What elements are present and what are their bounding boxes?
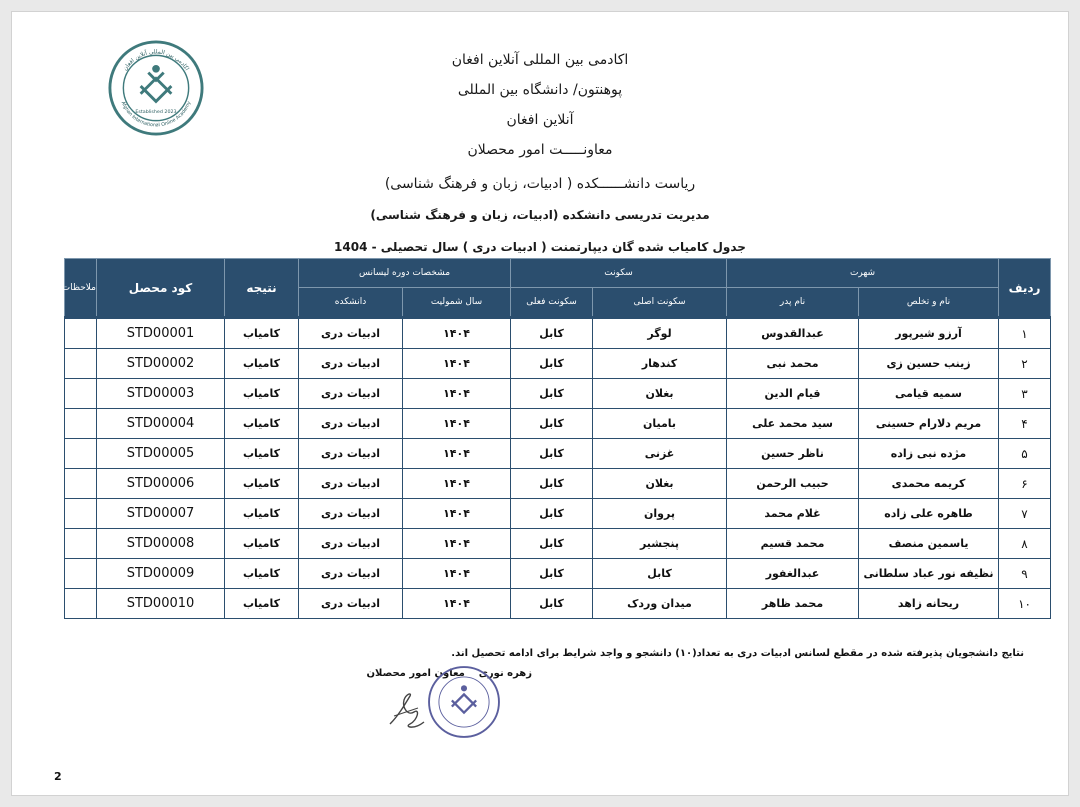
home-residence: پنجشیر — [593, 529, 727, 559]
notes — [65, 529, 97, 559]
student-code: STD00007 — [97, 499, 225, 529]
enroll-year: ۱۴۰۴ — [403, 529, 511, 559]
row-number: ۵ — [999, 439, 1051, 469]
col-student-code: کود محصل — [97, 259, 225, 318]
result: کامیاب — [225, 589, 299, 619]
student-name: زینب حسین زی — [859, 349, 999, 379]
student-name: آرزو شیرپور — [859, 318, 999, 349]
table-row — [65, 469, 1051, 499]
student-name: ریحانه زاهد — [859, 589, 999, 619]
teaching-management: مدیریت تدریسی دانشکده (ادبیات، زبان و فرهنگ شناسی) — [370, 208, 710, 222]
table-row — [65, 529, 1051, 559]
page-number: 2 — [54, 770, 62, 783]
row-number: ۹ — [999, 559, 1051, 589]
student-code: STD00005 — [97, 439, 225, 469]
col-group-residence: سکونت — [511, 259, 727, 288]
notes — [65, 318, 97, 349]
home-residence: بغلان — [593, 379, 727, 409]
faculty: ادبیات دری — [299, 589, 403, 619]
current-residence: کابل — [511, 559, 593, 589]
father-name: محمد نبی — [727, 349, 859, 379]
col-faculty: دانشکده — [299, 288, 403, 318]
row-number: ۴ — [999, 409, 1051, 439]
result: کامیاب — [225, 499, 299, 529]
faculty: ادبیات دری — [299, 349, 403, 379]
notes — [65, 439, 97, 469]
student-code: STD00003 — [97, 379, 225, 409]
table-row — [65, 349, 1051, 379]
col-home-residence: سکونت اصلی — [593, 288, 727, 318]
row-number: ۳ — [999, 379, 1051, 409]
student-code: STD00004 — [97, 409, 225, 439]
col-name: نام و تخلص — [859, 288, 999, 318]
result: کامیاب — [225, 409, 299, 439]
father-name: محمد ظاهر — [727, 589, 859, 619]
faculty: ادبیات دری — [299, 318, 403, 349]
enroll-year: ۱۴۰۴ — [403, 439, 511, 469]
faculty: ادبیات دری — [299, 379, 403, 409]
table-row — [65, 318, 1051, 349]
row-number: ۸ — [999, 529, 1051, 559]
row-number: ۱۰ — [999, 589, 1051, 619]
home-residence: کابل — [593, 559, 727, 589]
father-name: عبدالغفور — [727, 559, 859, 589]
faculty: ادبیات دری — [299, 469, 403, 499]
faculty: ادبیات دری — [299, 559, 403, 589]
enroll-year: ۱۴۰۴ — [403, 499, 511, 529]
row-number: ۷ — [999, 499, 1051, 529]
faculty-directorate: ریاست دانشــــــکده ( ادبیات، زبان و فرهنگ شناسی) — [384, 176, 696, 192]
result: کامیاب — [225, 469, 299, 499]
result: کامیاب — [225, 379, 299, 409]
enroll-year: ۱۴۰۴ — [403, 349, 511, 379]
father-name: سید محمد علی — [727, 409, 859, 439]
home-residence: لوگر — [593, 318, 727, 349]
col-group-program: مشخصات دوره لیسانس — [299, 259, 511, 288]
col-current-residence: سکونت فعلی — [511, 288, 593, 318]
col-notes: ملاحظات — [65, 259, 97, 318]
faculty: ادبیات دری — [299, 439, 403, 469]
col-row-no: ردیف — [999, 259, 1051, 318]
current-residence: کابل — [511, 318, 593, 349]
row-number: ۱ — [999, 318, 1051, 349]
handwritten-signature — [384, 686, 432, 734]
home-residence: بامیان — [593, 409, 727, 439]
enroll-year: ۱۴۰۴ — [403, 469, 511, 499]
result: کامیاب — [225, 318, 299, 349]
notes — [65, 409, 97, 439]
current-residence: کابل — [511, 529, 593, 559]
current-residence: کابل — [511, 499, 593, 529]
notes — [65, 559, 97, 589]
university-name: پوهنتون/ دانشگاه بین المللی — [457, 82, 623, 98]
enroll-year: ۱۴۰۴ — [403, 379, 511, 409]
student-name: یاسمین منصف — [859, 529, 999, 559]
current-residence: کابل — [511, 379, 593, 409]
home-residence: کندهار — [593, 349, 727, 379]
student-code: STD00008 — [97, 529, 225, 559]
father-name: ناظر حسین — [727, 439, 859, 469]
table-header-row-groups — [65, 259, 1051, 288]
result: کامیاب — [225, 559, 299, 589]
notes — [65, 499, 97, 529]
signatory-title: معاون امور محصلان — [366, 668, 465, 679]
enroll-year: ۱۴۰۴ — [403, 409, 511, 439]
col-group-identity: شهرت — [727, 259, 999, 288]
row-number: ۲ — [999, 349, 1051, 379]
student-code: STD00002 — [97, 349, 225, 379]
table-row — [65, 559, 1051, 589]
enroll-year: ۱۴۰۴ — [403, 318, 511, 349]
father-name: محمد قسیم — [727, 529, 859, 559]
student-code: STD00006 — [97, 469, 225, 499]
notes — [65, 469, 97, 499]
home-residence: میدان وردک — [593, 589, 727, 619]
result: کامیاب — [225, 529, 299, 559]
svg-text:اکادمی بین المللی آنلاین افغان: اکادمی بین المللی آنلاین افغان — [122, 49, 190, 72]
enroll-year: ۱۴۰۴ — [403, 559, 511, 589]
student-name: کریمه محمدی — [859, 469, 999, 499]
student-code: STD00009 — [97, 559, 225, 589]
student-code: STD00010 — [97, 589, 225, 619]
svg-text:Established 2023: Established 2023 — [135, 109, 177, 115]
father-name: حبیب الرحمن — [727, 469, 859, 499]
student-code: STD00001 — [97, 318, 225, 349]
official-stamp — [426, 664, 502, 740]
table-row — [65, 499, 1051, 529]
notes — [65, 589, 97, 619]
faculty: ادبیات دری — [299, 529, 403, 559]
faculty: ادبیات دری — [299, 499, 403, 529]
results-note: نتایج دانشجویان پذیرفته شده در مقطع لسانس ادبیات دری به تعداد(۱۰) دانشجو و واجد شرایط برای ادامه تحصیل اند. — [451, 648, 1024, 659]
document-page — [12, 12, 1068, 795]
notes — [65, 349, 97, 379]
faculty: ادبیات دری — [299, 409, 403, 439]
signatory-name: زهره نوری — [478, 668, 532, 679]
student-affairs-title: معاونـــــت امور محصلان — [467, 142, 613, 158]
student-name: نظیفه نور عباد سلطانی — [859, 559, 999, 589]
home-residence: غزنی — [593, 439, 727, 469]
student-name: سمیه قیامی — [859, 379, 999, 409]
current-residence: کابل — [511, 589, 593, 619]
result: کامیاب — [225, 439, 299, 469]
student-name: مژده نبی زاده — [859, 439, 999, 469]
result: کامیاب — [225, 349, 299, 379]
table-row — [65, 379, 1051, 409]
current-residence: کابل — [511, 409, 593, 439]
table-row — [65, 439, 1051, 469]
enroll-year: ۱۴۰۴ — [403, 589, 511, 619]
home-residence: بغلان — [593, 469, 727, 499]
notes — [65, 379, 97, 409]
home-residence: پروان — [593, 499, 727, 529]
graduates-table — [61, 258, 1051, 619]
university-name-cont: آنلاین افغان — [506, 112, 574, 128]
current-residence: کابل — [511, 469, 593, 499]
academy-name: اکادمی بین المللی آنلاین افغان — [451, 52, 629, 68]
student-name: مریم دلارام حسینی — [859, 409, 999, 439]
table-row — [65, 409, 1051, 439]
current-residence: کابل — [511, 349, 593, 379]
row-number: ۶ — [999, 469, 1051, 499]
col-enroll-year: سال شمولیت — [403, 288, 511, 318]
table-row — [65, 589, 1051, 619]
col-father: نام پدر — [727, 288, 859, 318]
table-title: جدول کامیاب شده گان دیپارتمنت ( ادبیات دری ) سال تحصیلی - 1404 — [334, 240, 746, 254]
svg-text:Afghan International Online Ac: Afghan International Online Academy — [119, 100, 193, 129]
father-name: عبدالقدوس — [727, 318, 859, 349]
father-name: غلام محمد — [727, 499, 859, 529]
father-name: قیام الدین — [727, 379, 859, 409]
student-name: طاهره علی زاده — [859, 499, 999, 529]
current-residence: کابل — [511, 439, 593, 469]
col-result: نتیجه — [225, 259, 299, 318]
